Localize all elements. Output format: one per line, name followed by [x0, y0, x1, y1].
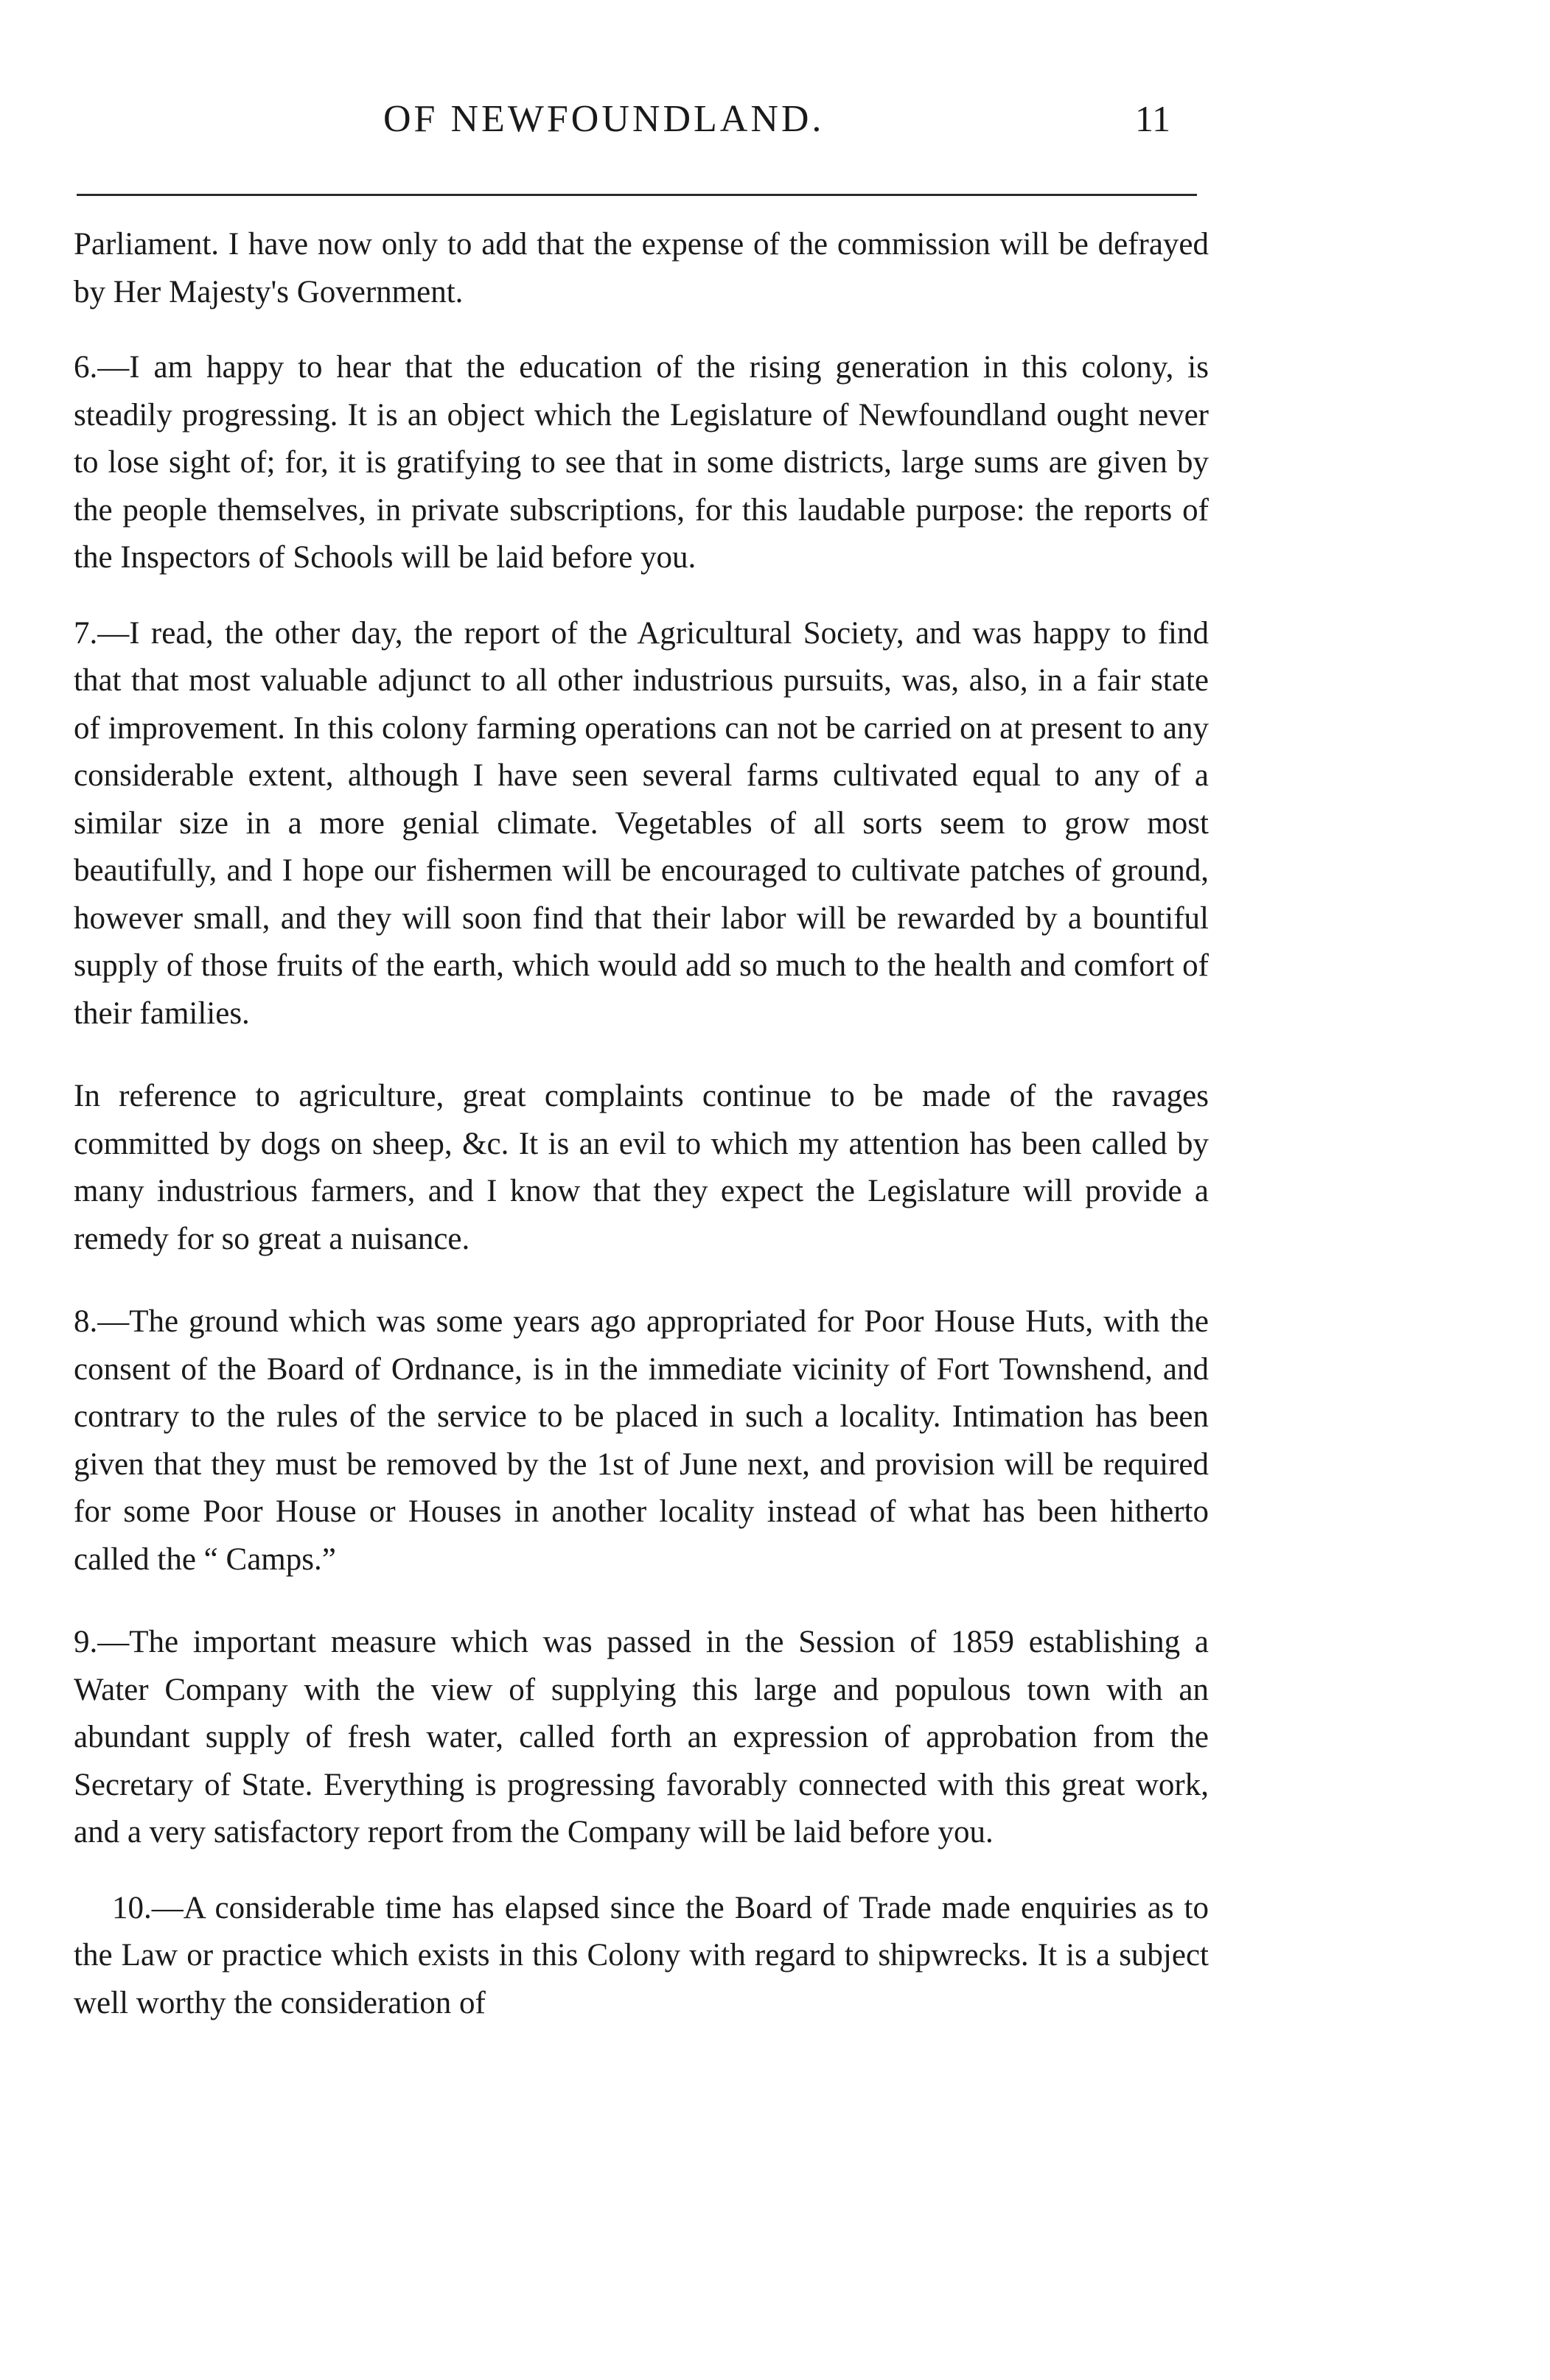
paragraph-8-poor-house: 8.—The ground which was some years ago appropriated for Poor House Huts, with the consent of the Board of Ordnance, is in the immediate vicinity of Fort Townshend, and contrary to the rules of the service to be placed in such a locality. Intimation has been given that they must be removed by the 1st of June next, and provision will be required for some Poor House or Houses in another locality instead of what has been hitherto called the “ Camps.” — [74, 1304, 1209, 1577]
paragraph-10-shipwrecks: 10.—A considerable time has elapsed since the Board of Trade made enquiries as to the Law or practice which exists in this Colony with regard to shipwrecks. It is a subject well worthy the consideration of — [74, 1890, 1209, 2020]
paragraph-6-education: 6.—I am happy to hear that the education of the rising generation in this colony, is steadily progressing. It is an object which the Legislature of Newfoundland ought never to lose sight of; for, it is gratifying to see that in some districts, large sums are given by the people themselves, in private subscriptions, for this laudable purpose: the reports of the Inspectors of Schools will be laid before you. — [74, 350, 1209, 575]
page-number: 11 — [1135, 98, 1171, 139]
running-header — [74, 97, 1194, 149]
header-rule — [77, 194, 1197, 196]
paragraph-7-dogs: In reference to agriculture, great complaints continue to be made of the ravages committed by dogs on sheep, &c. It is an evil to which my attention has been called by many industrious farmers, and I know that they expect the Legislature will provide a remedy for so great a nuisance. — [74, 1079, 1209, 1256]
running-title: OF NEWFOUNDLAND. — [383, 98, 825, 140]
paragraph-9-water-company: 9.—The important measure which was passed in the Session of 1859 establishing a Water Company with the view of supplying this large and populous town with an abundant supply of fresh water, called forth an expression of approbation from the Secretary of State. Everything is progressing favorably connected with this great work, and a very satisfactory report from the Company will be laid before you. — [74, 1625, 1209, 1849]
paragraph-continuation: Parliament. I have now only to add that the expense of the commission will be defrayed by Her Majesty's Government. — [74, 227, 1209, 309]
paragraph-7-agriculture: 7.—I read, the other day, the report of the Agricultural Society, and was happy to find that that most valuable adjunct to all other industrious pursuits, was, also, in a fair state of improvement. In this colony farming operations can not be carried on at present to any considerable extent, although I have seen several farms cultivated equal to any of a similar size in a more genial climate. Vegetables of all sorts seem to grow most beautifully, and I hope our fishermen will be encouraged to cultivate patches of ground, however small, and they will soon find that their labor will be rewarded by a bountiful supply of those fruits of the earth, which would add so much to the health and comfort of their families. — [74, 615, 1209, 1031]
body-text — [74, 221, 1209, 2027]
